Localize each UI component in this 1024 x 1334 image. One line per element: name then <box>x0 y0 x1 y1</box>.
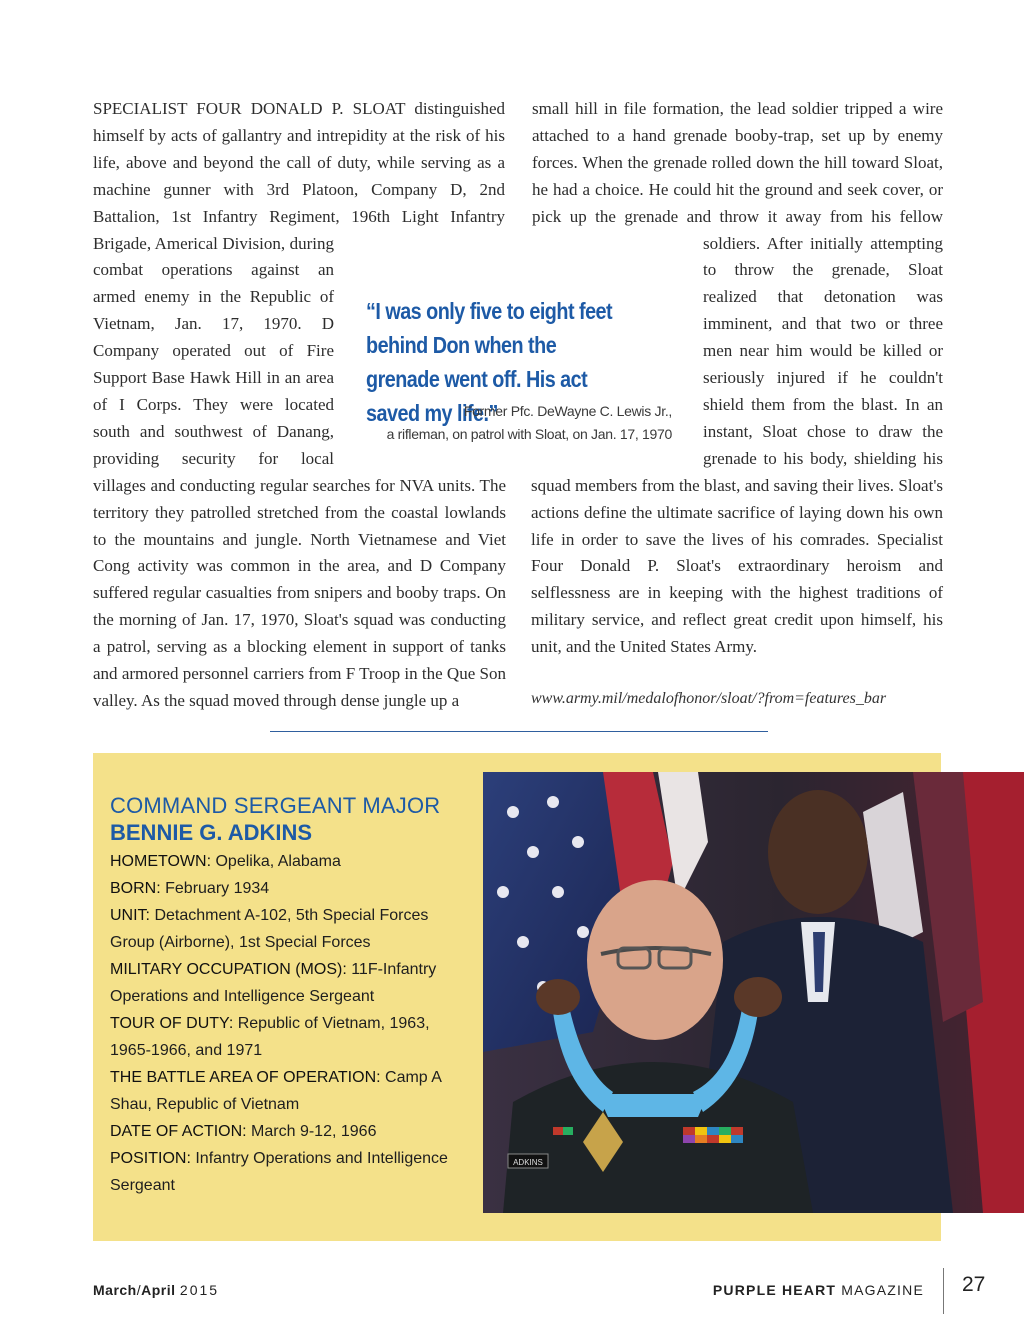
profile-rank: COMMAND SERGEANT MAJOR <box>110 793 441 818</box>
footer-month: March <box>93 1282 137 1298</box>
pull-quote-attribution <box>366 400 672 446</box>
footer-slash: / <box>136 1282 142 1298</box>
article-text-right: small hill in file formation, the lead soldier tripped a wire attached to a hand grenade booby-trap, set up by enemy forces. When the grenade rolled down the hill toward Sloat, he had a choice. He could hit the ground and seek cover, or pick up the grenade and throw it away from his fellow soldiers. After initially attempting to throw the grenade, Sloat realized that detonation was imminent, and that two or three men near him would be killed or seriously injured if he couldn't shield them from the blast. In an instant, Sloat chose to draw the grenade to his body, shielding his squad members from the blast, and saving their lives. Sloat's actions define the ultimate sacrifice of laying down his own life in order to save the lives of his comrades. Specialist Four Donald P. Sloat's extraordinary heroism and selflessness are in keeping with the highest traditions of military service, and reflect great credit upon himself, his unit, and the United States Army. <box>531 99 943 657</box>
float-spacer <box>505 96 506 257</box>
profile-fact-label: HOMETOWN: <box>110 853 212 870</box>
profile-fact <box>110 1010 470 1064</box>
profile-fact-value: 11F-Infantry Operations and Intelligence Sergeant <box>110 961 437 1005</box>
profile-fact-value: Detachment A-102, 5th Special Forces Group (Airborne), 1st Special Forces <box>110 907 429 951</box>
profile-fact-value: Infantry Operations and Intelligence Sergeant <box>110 1150 448 1194</box>
profile-fact-label: TOUR OF DUTY: <box>110 1015 234 1032</box>
footer-rule <box>943 1268 944 1314</box>
footer-issue-date <box>93 1282 219 1298</box>
attribution-line-1: Former Pfc. DeWayne C. Lewis Jr., <box>463 403 672 419</box>
photo-nametag: ADKINS <box>513 1158 543 1167</box>
footer-month-2: April <box>141 1282 176 1298</box>
section-divider <box>270 731 768 732</box>
profile-name: BENNIE G. ADKINS <box>110 820 313 845</box>
attribution-line-2: a rifleman, on patrol with Sloat, on Jan. 17, 1970 <box>386 426 672 442</box>
profile-fact-value: March 9-12, 1966 <box>246 1123 377 1140</box>
profile-fact <box>110 1064 470 1118</box>
footer-magazine-rest: MAGAZINE <box>836 1282 924 1298</box>
footer-magazine-bold: PURPLE HEART <box>712 1282 837 1298</box>
medal-ceremony-photo <box>483 772 1024 1213</box>
profile-fact-label: POSITION: <box>110 1150 191 1167</box>
profile-fact-label: BORN: <box>110 880 161 897</box>
source-link[interactable]: www.army.mil/medalofhonor/sloat/?from=features_bar <box>531 690 887 707</box>
profile-fact-value: Republic of Vietnam, 1963, 1965-1966, and 1971 <box>110 1015 430 1059</box>
photo-illustration <box>483 772 1024 1213</box>
profile-facts <box>110 848 470 1199</box>
profile-fact-label: THE BATTLE AREA OF OPERATION: <box>110 1069 381 1086</box>
page-number: 27 <box>962 1273 986 1296</box>
article-text-left: SPECIALIST FOUR DONALD P. SLOAT distinguished himself by acts of gallantry and intrepidity at the risk of his life, above and beyond the call of duty, while serving as a machine gunner with 3rd Platoon, Company D, 2nd Battalion, 1st Infantry Regiment, 196th Light Infantry Brigade, Americal Division, during combat operations against an armed enemy in the Republic of Vietnam, Jan. 17, 1970. D Company operated out of Fire Support Base Hawk Hill in an area of I Corps. They were located south and southwest of Danang, providing security for local villages and conducting regular searches for NVA units. The territory they patrolled stretched from the coastal lowlands to the mountains and jungle. North Vietnamese and Viet Cong activity was common in the area, and D Company suffered regular casualties from snipers and booby traps. On the morning of Jan. 17, 1970, Sloat's squad was conducting a patrol, serving as a blocking element in support of tanks and armored personnel carriers from F Troop in the Que Son valley. As the squad moved through dense jungle up a <box>93 99 506 710</box>
recipient-head <box>587 880 723 1040</box>
profile-fact-label: MILITARY OCCUPATION (MOS): <box>110 961 347 978</box>
profile-fact <box>110 1145 470 1199</box>
presenter-head <box>768 790 868 914</box>
profile-fact-value: Opelika, Alabama <box>211 853 341 870</box>
profile-fact <box>110 848 470 875</box>
profile-fact <box>110 875 470 902</box>
pull-quote: “I was only five to eight feet behind Don when the grenade went off. His act saved my life.” <box>366 298 613 426</box>
footer-magazine-name <box>713 1282 924 1298</box>
profile-fact-value: Camp A Shau, Republic of Vietnam <box>110 1069 442 1113</box>
footer-year: 2015 <box>179 1282 220 1298</box>
profile-fact <box>110 956 470 1010</box>
profile-fact-label: UNIT: <box>110 907 150 924</box>
profile-fact <box>110 902 470 956</box>
profile-fact <box>110 1118 470 1145</box>
profile-fact-value: February 1934 <box>160 880 270 897</box>
profile-fact-label: DATE OF ACTION: <box>110 1123 247 1140</box>
profile-text <box>110 793 470 1199</box>
